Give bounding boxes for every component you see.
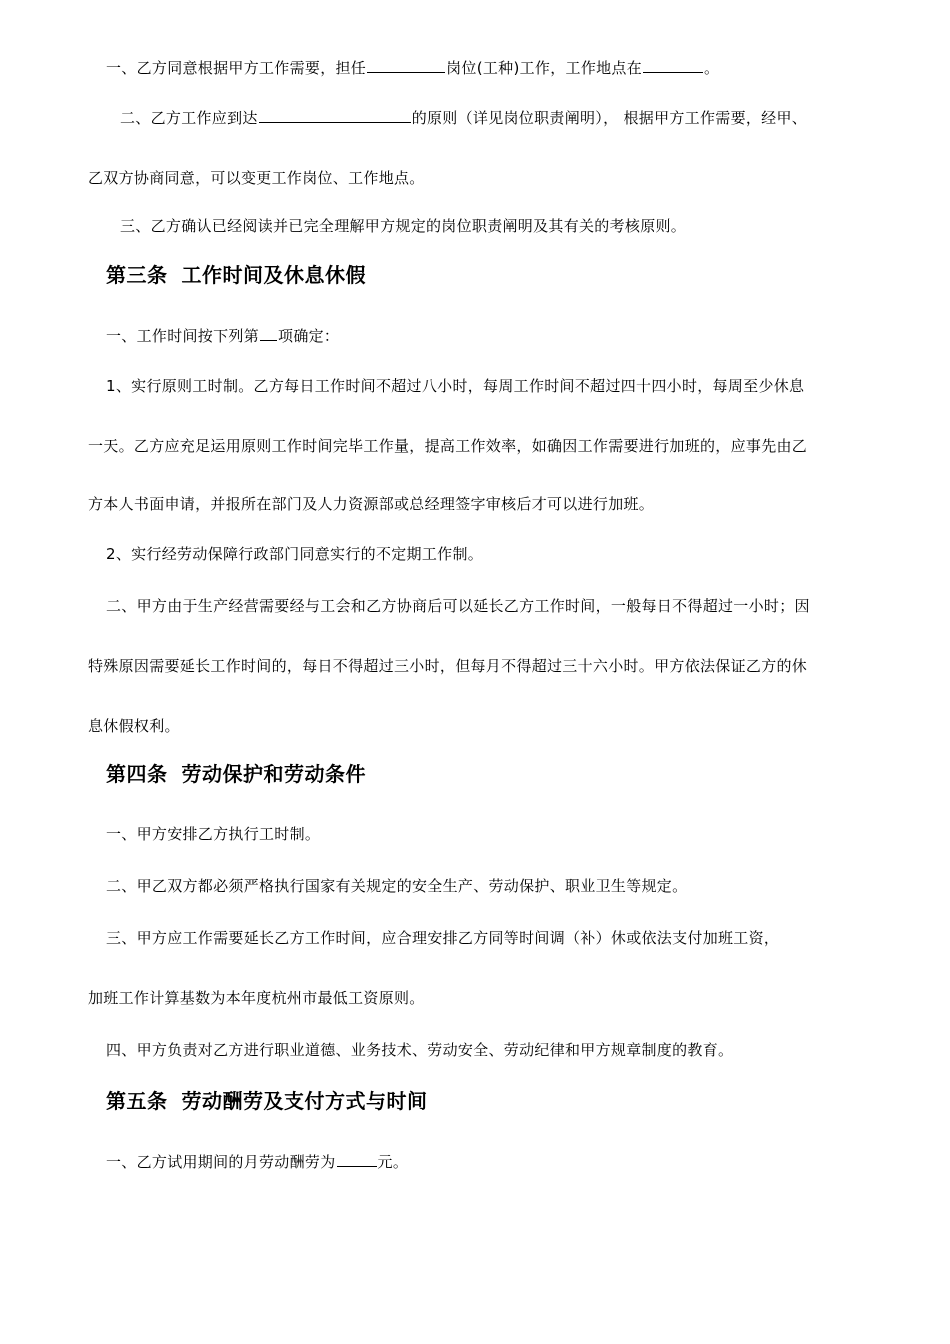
s3-sub2: 2、实行经劳动保障行政部门同意实行的不定期工作制。 [106,545,484,563]
option-blank [260,326,277,341]
s4-item3-line2: 加班工作计算基数为本年度杭州市最低工资原则。 [88,989,425,1007]
s5-item1-text-a: 一、乙方试用期间的月劳动酬劳为 [106,1153,336,1171]
s2-item2-line1 [120,108,807,128]
position-blank [367,58,445,73]
s4-num: 第四条 [106,762,168,786]
s3-item2-line1: 二、甲方由于生产经营需要经与工会和乙方协商后可以延长乙方工作时间，一般每日不得超过一小时；因 [106,597,810,615]
s3-sub1-line1: 1、实行原则工时制。乙方每日工作时间不超过八小时，每周工作时间不超过四十四小时，每周至少休息 [106,377,805,395]
s2-item1-text-c: 。 [704,59,720,77]
s3-item2-line3: 息休假权利。 [88,717,180,735]
s4-item2: 二、甲乙双方都必须严格执行国家有关规定的安全生产、劳动保护、职业卫生等规定。 [106,877,688,895]
s4-item1: 一、甲方安排乙方执行工时制。 [106,825,321,843]
s5-item1 [106,1152,408,1172]
s3-title: 工作时间及休息休假 [181,263,366,287]
s4-heading [106,761,366,787]
s2-item1 [106,58,719,78]
s3-item1 [106,326,339,346]
s3-item1-text-b: 项确定： [278,327,340,345]
s2-item1-text-b: 岗位(工种)工作，工作地点在 [446,59,643,77]
s3-item1-text-a: 一、工作时间按下列第 [106,327,260,345]
s4-title: 劳动保护和劳动条件 [181,762,366,786]
s3-num: 第三条 [106,263,168,287]
s5-heading [106,1088,428,1114]
salary-blank [337,1152,377,1167]
s2-item2-line2: 乙双方协商同意，可以变更工作岗位、工作地点。 [88,169,425,187]
s5-num: 第五条 [106,1089,168,1113]
s2-item2-text-a: 二、乙方工作应到达 [120,109,258,127]
s3-heading [106,262,366,288]
location-blank [643,58,703,73]
s3-sub1-line2: 一天。乙方应充足运用原则工作时间完毕工作量，提高工作效率，如确因工作需要进行加班的，应事先由乙 [88,437,808,455]
s3-sub1-line3: 方本人书面申请，并报所在部门及人力资源部或总经理签字审核后才可以进行加班。 [88,495,655,513]
s2-item2-text-b: 的原则（详见岗位职责阐明）， 根据甲方工作需要，经甲、 [411,109,808,127]
s3-item2-line2: 特殊原因需要延长工作时间的，每日不得超过三小时，但每月不得超过三十六小时。甲方依法保证乙方的休 [88,657,808,675]
s5-title: 劳动酬劳及支付方式与时间 [181,1089,428,1113]
s2-item3: 三、乙方确认已经阅读并已完全理解甲方规定的岗位职责阐明及其有关的考核原则。 [120,217,687,235]
s4-item4: 四、甲方负责对乙方进行职业道德、业务技术、劳动安全、劳动纪律和甲方规章制度的教育。 [106,1041,734,1059]
s5-item1-text-b: 元。 [377,1153,409,1171]
s4-item3-line1: 三、甲方应工作需要延长乙方工作时间，应合理安排乙方同等时间调（补）休或依法支付加班工资， [106,929,780,947]
s2-item1-text-a: 一、乙方同意根据甲方工作需要，担任 [106,59,367,77]
standard-blank [259,108,411,123]
